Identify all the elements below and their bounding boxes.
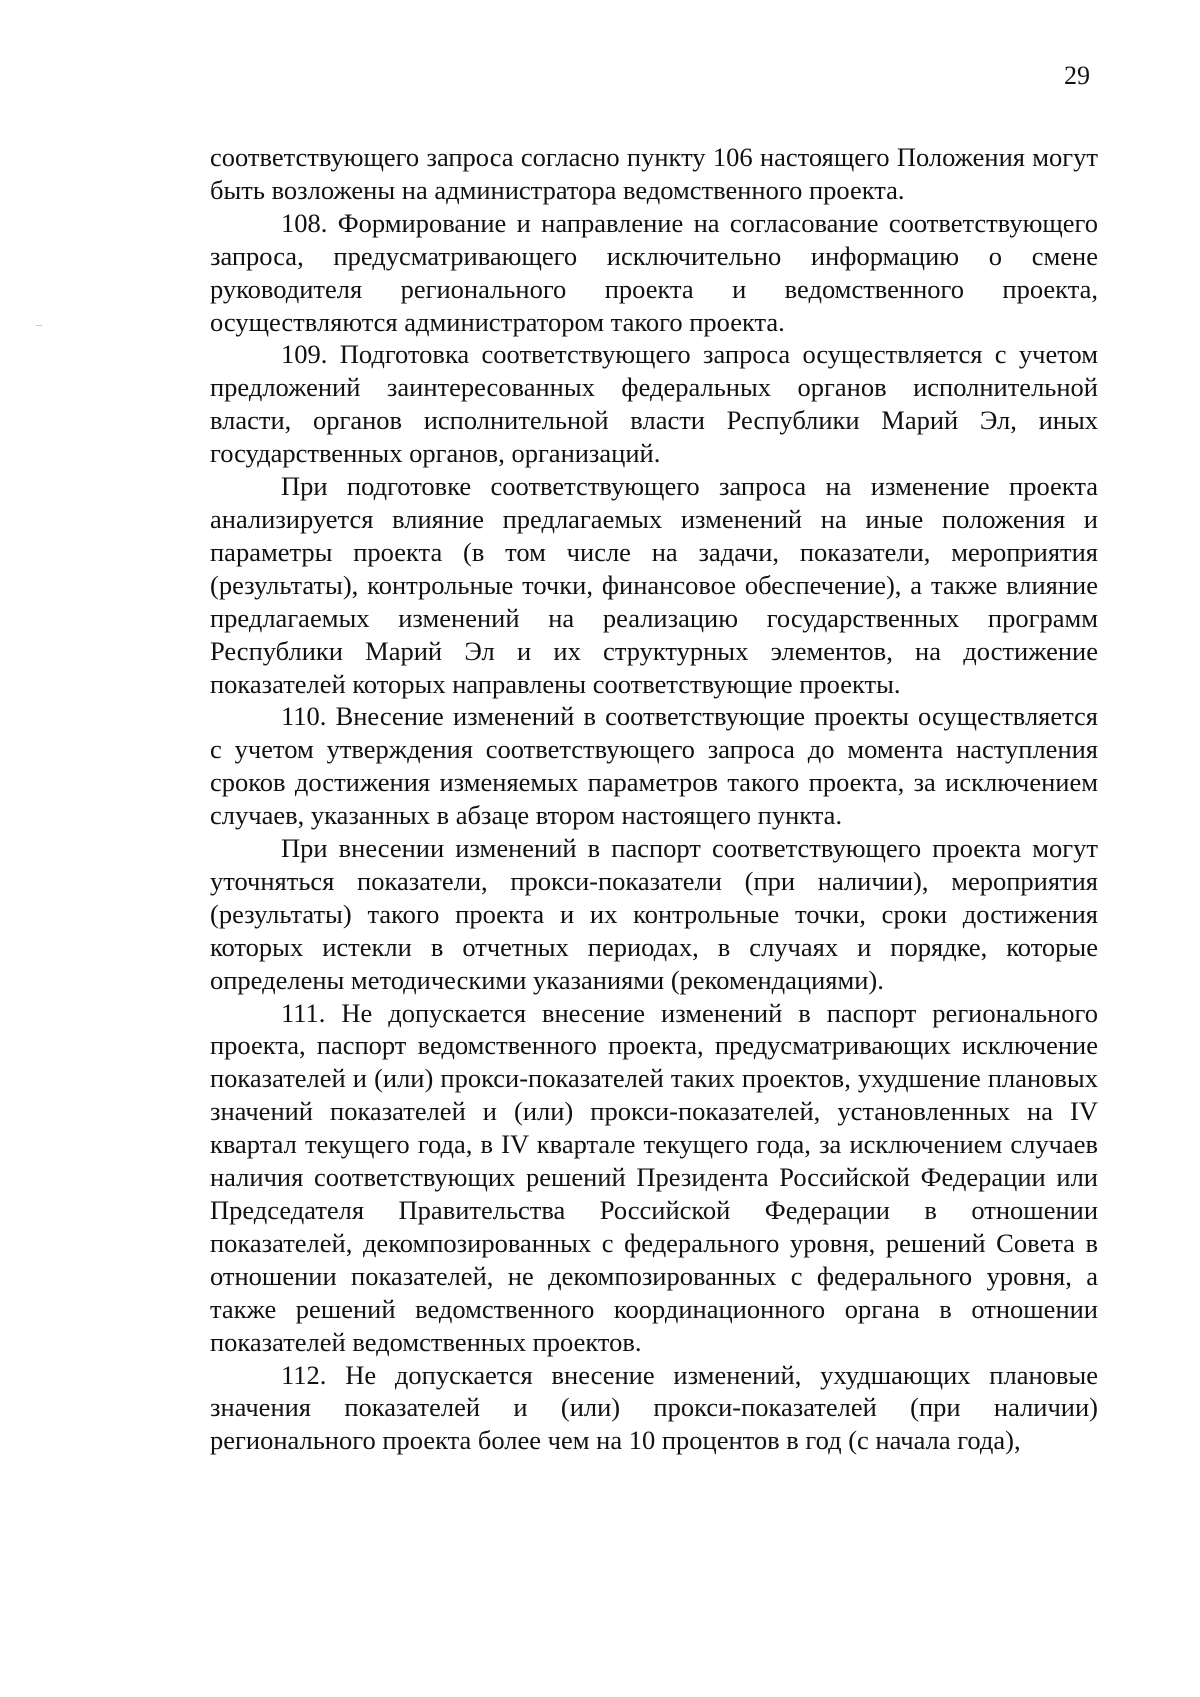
paragraph-110-part-2: При внесении изменений в паспорт соответствующего проекта могут уточняться показатели, прокси-показатели (при наличии), мероприятия (результаты) такого проекта и их контрольные точки, сроки достижения которых истекли в отчетных периодах, в случаях и порядке, которые определены методическими указаниями (рекомендациями).	[210, 833, 1098, 995]
document-body	[210, 141, 1098, 1457]
page-number: 29	[1064, 61, 1090, 90]
paragraph-111: 111. Не допускается внесение изменений в паспорт регионального проекта, паспорт ведомственного проекта, предусматривающих исключение показателей и (или) прокси-показателей таких проектов, ухудшение плановых значений показателей и (или) прокси-показателей, установленных на IV квартал текущего года, в IV квартале текущего года, за исключением случаев наличия соответствующих решений Президента Российской Федерации или Председателя Правительства Российской Федерации в отношении показателей, декомпозированных с федерального уровня, решений Совета в отношении показателей, не декомпозированных с федерального уровня, а также решений ведомственного координационного органа в отношении показателей ведомственных проектов.	[210, 997, 1098, 1357]
paragraph-109: 109. Подготовка соответствующего запроса осуществляется с учетом предложений заинтересованных федеральных органов исполнительной власти, органов исполнительной власти Республики Марий Эл, иных государственных органов, организаций.	[210, 339, 1098, 469]
paragraph-112: 112. Не допускается внесение изменений, ухудшающих плановые значения показателей и (или) прокси-показателей (при наличии) регионального проекта более чем на 10 процентов в год (с начала года),	[210, 1359, 1098, 1456]
paragraph-109-part-2: При подготовке соответствующего запроса на изменение проекта анализируется влияние предлагаемых изменений на иные положения и параметры проекта (в том числе на задачи, показатели, мероприятия (результаты), контрольные точки, финансовое обеспечение), а также влияние предлагаемых изменений на реализацию государственных программ Республики Марий Эл и их структурных элементов, на достижение показателей которых направлены соответствующие проекты.	[210, 471, 1098, 699]
paragraph-continuation: соответствующего запроса согласно пункту 106 настоящего Положения могут быть возложены на администратора ведомственного проекта.	[210, 142, 1098, 205]
paragraph-108: 108. Формирование и направление на согласование соответствующего запроса, предусматривающего исключительно информацию о смене руководителя регионального проекта и ведомственного проекта, осуществляются администратором такого проекта.	[210, 207, 1098, 337]
paragraph-110: 110. Внесение изменений в соответствующие проекты осуществляется с учетом утверждения соответствующего запроса до момента наступления сроков достижения изменяемых параметров такого проекта, за исключением случаев, указанных в абзаце втором настоящего пункта.	[210, 701, 1098, 831]
scan-artifact	[36, 325, 42, 326]
